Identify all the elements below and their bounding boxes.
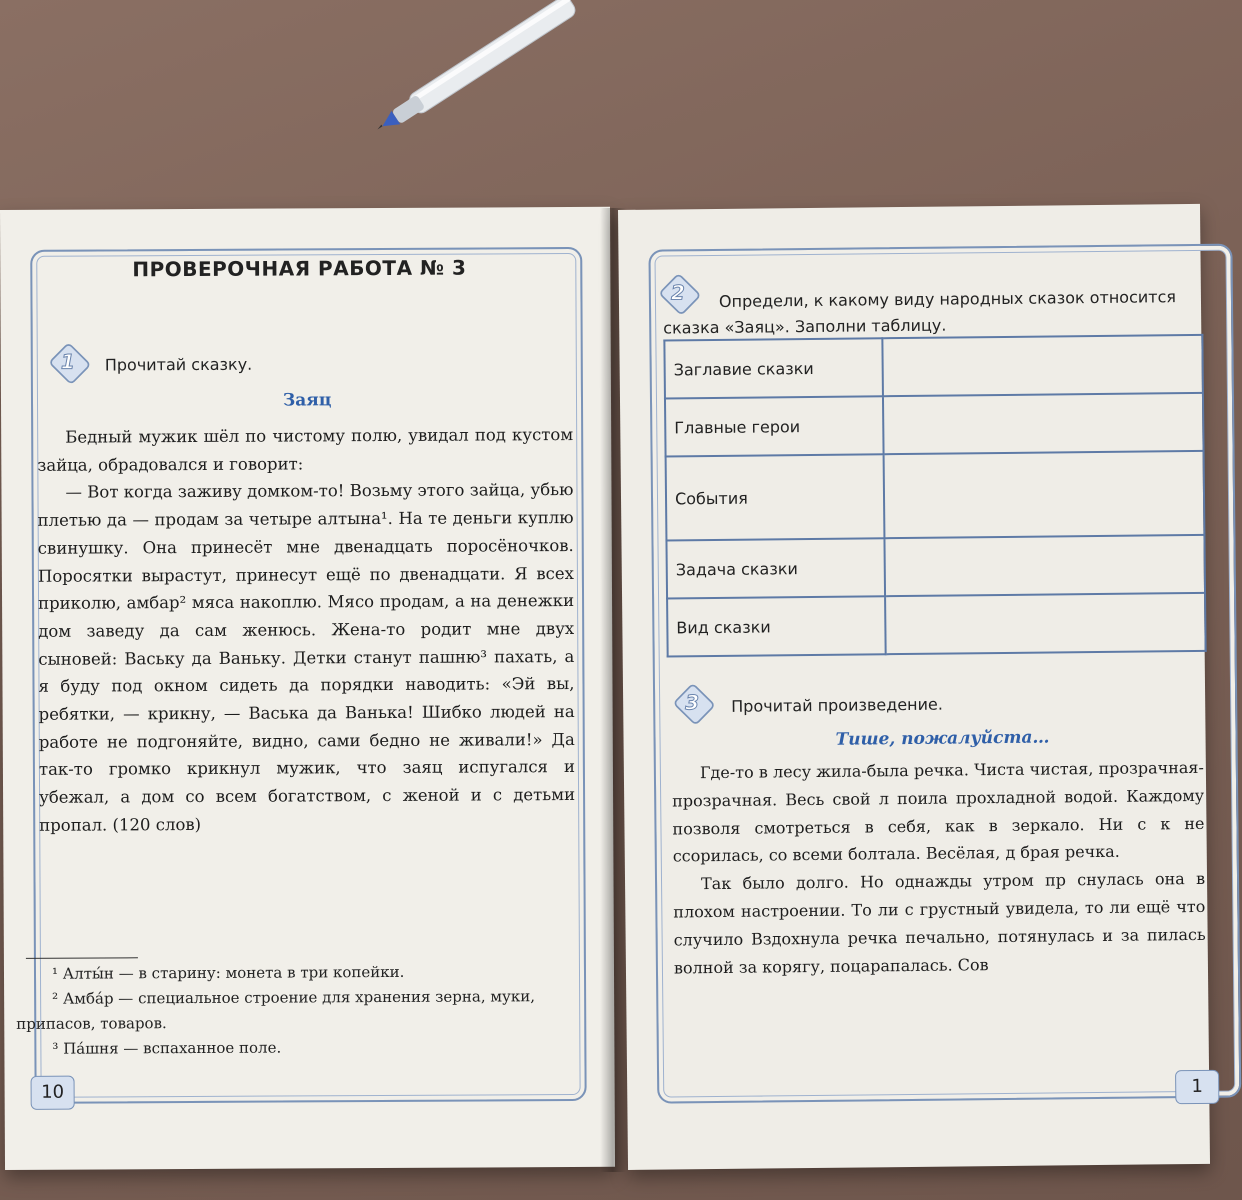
answer-cell[interactable] (885, 593, 1206, 654)
page-number-right: 1 (1175, 1070, 1219, 1104)
story-text (37, 421, 575, 839)
table-row (666, 451, 1205, 541)
table-row-label: Задача сказки (666, 538, 885, 598)
story-paragraph: Бедный мужик шёл по чистому полю, увидал под кустом зайца, обрадовался и говорит: (37, 425, 574, 475)
task-3-number: 3 (685, 690, 700, 715)
answer-cell[interactable] (883, 393, 1204, 454)
task-1-number: 1 (60, 349, 75, 374)
analysis-table (663, 334, 1206, 658)
footnote-1: ¹ Алты́н — в старину: монета в три копейки. (51, 962, 405, 983)
table-row-label: События (666, 454, 885, 540)
story-title: Заяц (282, 390, 332, 411)
table-row-label: Заглавие сказки (664, 338, 883, 398)
story-paragraph: — Вот когда заживу домком-то! Возьму этого зайца, убью плетью да — продам за четыре алтына¹. На те деньги куплю свинушку. Она принесёт мне двенадцать поросёночков. Поросятки вырастут, принесут ещё по двенадцати. Я всех приколю, амбар² мяса накоплю. Мясо продам, а на денежки дом заведу да сам женюсь. Жена-то родит мне двух сыновей: Ваську да Ваньку. Детки станут пашню³ пахать, а я буду под окном сидеть да порядки наводить: «Эй вы, ребятки, — крикну, — Васька да Ванька! Шибко людей на работе не подгоняйте, видно, сами бедно не живали!» Да так-то громко крикнул мужик, что заяц испугался и убежал, а дом со всем богатством, с женой и с детьми пропал. (120 слов) (37, 480, 576, 835)
answer-cell[interactable] (884, 451, 1205, 538)
story-2-text (672, 754, 1206, 982)
story-2-title: Тише, пожалуйста… (835, 727, 1050, 750)
footnote-3: ³ Па́шня — вспаханное поле. (52, 1038, 282, 1058)
task-2-instruction: Определи, к какому виду народных сказок относится сказка «Заяц». Заполни таблицу. (663, 287, 1177, 338)
left-page (0, 207, 615, 1170)
page-number-left: 10 (31, 1076, 75, 1110)
answer-cell[interactable] (882, 335, 1203, 396)
table-row (664, 335, 1203, 399)
story-paragraph: Где-то в лесу жила-была речка. Чиста чистая, прозрачная-прозрачная. Весь свой л поила прохладной водой. Каждому позволя смотреться в себя, как в зеркало. Ни с к не ссорилась, со всеми болтала. Весёлая, д брая речка. (672, 757, 1205, 866)
right-page (618, 204, 1210, 1170)
table-row (665, 393, 1204, 457)
table-row (666, 535, 1205, 599)
page-title: ПРОВЕРОЧНАЯ РАБОТА № 3 (132, 255, 467, 282)
task-2-number: 2 (670, 280, 685, 305)
pen-object (360, 0, 590, 130)
table-row-label: Вид сказки (667, 596, 886, 656)
task-3-instruction: Прочитай произведение. (731, 694, 944, 716)
footnote-2: ² Амба́р — специальное строение для хранения зерна, муки, припасов, товаров. (16, 987, 536, 1033)
answer-cell[interactable] (884, 535, 1205, 596)
table-row (667, 593, 1206, 657)
table-row-label: Главные герои (665, 396, 884, 456)
task-1-instruction: Прочитай сказку. (104, 354, 253, 375)
footnotes (16, 959, 577, 1062)
story-paragraph: Так было долго. Но однажды утром пр снулась она в плохом настроении. То ли с грустный увидела, то ли ещё что случило Вздохнула речка печально, потянулась и за пилась волной за корягу, поцарапалась. Сов (673, 869, 1206, 978)
